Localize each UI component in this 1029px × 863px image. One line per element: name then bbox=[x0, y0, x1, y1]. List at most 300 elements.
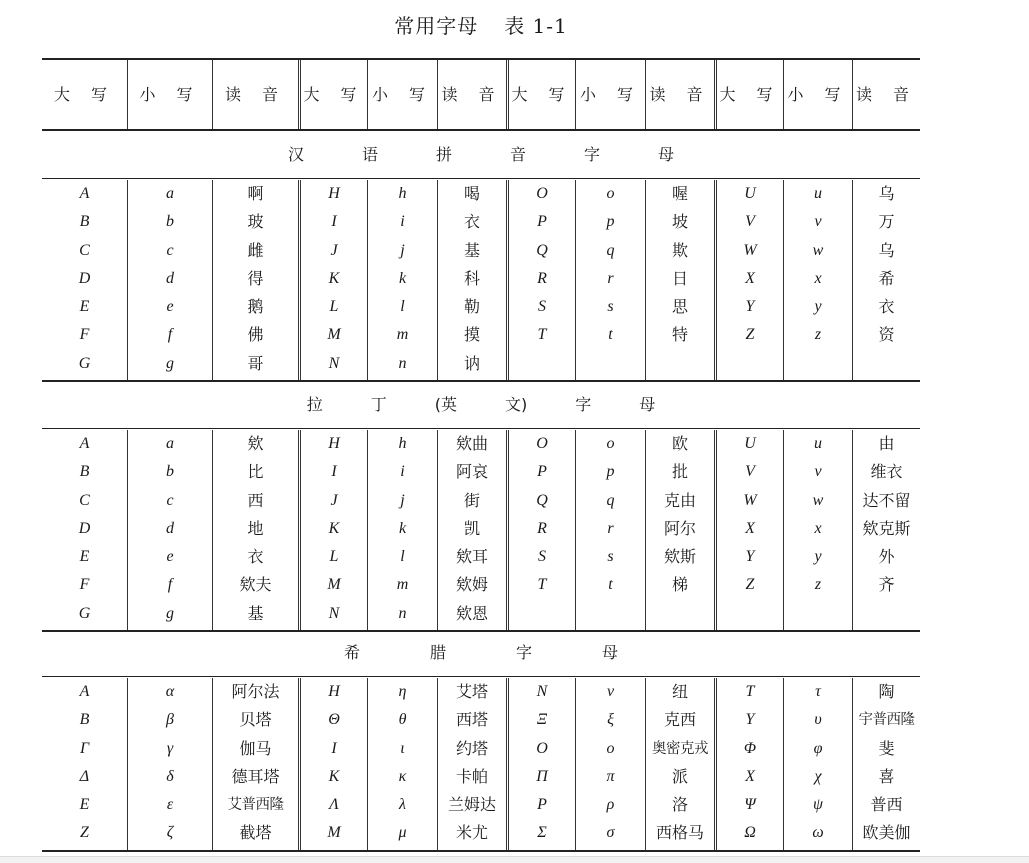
pronunciation-cell: 哥 bbox=[247, 353, 264, 373]
lowercase-letter-cell: b bbox=[166, 463, 174, 481]
pronunciation-cell: 欸克斯 bbox=[862, 518, 911, 538]
lowercase-letter-cell: e bbox=[166, 298, 174, 316]
uppercase-letter-cell: F bbox=[79, 326, 90, 344]
section-title-char: (英 bbox=[434, 395, 457, 414]
uppercase-letter-cell: T bbox=[537, 576, 547, 594]
reading-column bbox=[212, 180, 298, 380]
uppercase-letter-cell: C bbox=[79, 241, 90, 259]
lowercase-letter-cell: v bbox=[814, 463, 822, 481]
lowercase-letter-cell: φ bbox=[813, 739, 823, 757]
pronunciation-cell: 米尤 bbox=[455, 823, 488, 843]
lower-column bbox=[367, 678, 437, 850]
uppercase-letter-cell: K bbox=[328, 767, 340, 785]
uppercase-letter-cell: T bbox=[745, 683, 755, 700]
lowercase-letter-cell: q bbox=[606, 241, 615, 259]
uppercase-letter-cell: V bbox=[745, 213, 755, 231]
section-bottom-rule bbox=[42, 380, 920, 382]
section-body bbox=[42, 430, 920, 630]
header-bottom-rule bbox=[42, 129, 920, 131]
uppercase-letter-cell: Q bbox=[536, 241, 548, 259]
uppercase-letter-cell: K bbox=[328, 519, 340, 537]
pronunciation-cell: 衣 bbox=[247, 547, 264, 567]
pronunciation-cell: 坡 bbox=[671, 212, 688, 232]
lowercase-letter-cell: ρ bbox=[606, 796, 615, 814]
pronunciation-cell: 衣 bbox=[878, 297, 895, 317]
lowercase-letter-cell: r bbox=[607, 269, 614, 287]
pronunciation-cell: 约塔 bbox=[455, 738, 488, 758]
uppercase-letter-cell: Ω bbox=[744, 824, 756, 842]
uppercase-letter-cell: Y bbox=[745, 548, 755, 566]
lowercase-letter-cell: ε bbox=[166, 796, 174, 814]
upper-column bbox=[506, 678, 575, 850]
uppercase-letter-cell: Z bbox=[80, 824, 89, 842]
pronunciation-cell: 欸姆 bbox=[455, 575, 488, 595]
section-bottom-rule bbox=[42, 850, 920, 852]
column-header: 大 写 bbox=[714, 60, 783, 130]
section-body bbox=[42, 180, 920, 380]
column-header: 小 写 bbox=[783, 60, 852, 130]
lowercase-letter-cell: d bbox=[166, 269, 174, 287]
uppercase-letter-cell: H bbox=[328, 435, 340, 452]
column-header: 大 写 bbox=[298, 60, 367, 130]
lowercase-letter-cell: ι bbox=[400, 739, 405, 757]
column-header: 小 写 bbox=[127, 60, 212, 130]
pronunciation-cell: 得 bbox=[247, 268, 264, 288]
uppercase-letter-cell: M bbox=[327, 576, 341, 594]
lowercase-letter-cell: c bbox=[166, 241, 174, 259]
lowercase-letter-cell: m bbox=[396, 326, 409, 344]
section-title-char: 丁 bbox=[370, 395, 387, 414]
lowercase-letter-cell: q bbox=[606, 491, 615, 509]
uppercase-letter-cell: G bbox=[78, 354, 91, 372]
uppercase-letter-cell: E bbox=[79, 298, 90, 316]
lower-column bbox=[575, 180, 645, 380]
pronunciation-cell: 截塔 bbox=[239, 823, 272, 843]
section-bottom-rule bbox=[42, 630, 920, 632]
uppercase-letter-cell: R bbox=[537, 269, 547, 287]
uppercase-letter-cell: D bbox=[78, 519, 91, 537]
pronunciation-cell: 伽马 bbox=[239, 738, 272, 758]
lowercase-letter-cell: u bbox=[814, 435, 822, 452]
pronunciation-cell: 希 bbox=[878, 268, 895, 288]
lower-column bbox=[127, 678, 212, 850]
section-title-char: 希 bbox=[343, 643, 360, 662]
section-title bbox=[42, 392, 920, 415]
lowercase-letter-cell: δ bbox=[166, 767, 174, 785]
pronunciation-cell: 欸耳 bbox=[455, 547, 488, 567]
lower-column bbox=[367, 430, 437, 630]
uppercase-letter-cell: P bbox=[537, 796, 547, 814]
pronunciation-cell: 勒 bbox=[463, 297, 480, 317]
pronunciation-cell: 维衣 bbox=[870, 462, 903, 482]
uppercase-letter-cell: Z bbox=[745, 326, 755, 344]
uppercase-letter-cell: Ψ bbox=[744, 796, 756, 814]
pronunciation-cell: 西格马 bbox=[655, 823, 704, 843]
uppercase-letter-cell: X bbox=[745, 269, 755, 287]
lowercase-letter-cell: σ bbox=[606, 824, 615, 842]
section-title-char: 字 bbox=[584, 145, 601, 164]
lowercase-letter-cell: t bbox=[608, 576, 613, 594]
uppercase-letter-cell: S bbox=[538, 548, 546, 566]
pronunciation-cell: 喝 bbox=[463, 184, 480, 203]
uppercase-letter-cell: I bbox=[331, 463, 337, 481]
section-top-rule bbox=[42, 178, 920, 179]
uppercase-letter-cell: J bbox=[330, 241, 338, 259]
uppercase-letter-cell: E bbox=[79, 796, 90, 814]
uppercase-letter-cell: W bbox=[743, 241, 757, 259]
pronunciation-cell: 特 bbox=[671, 325, 688, 345]
pronunciation-cell: 啊 bbox=[247, 184, 264, 203]
lower-column bbox=[783, 678, 852, 850]
upper-column bbox=[714, 678, 783, 850]
pronunciation-cell: 凯 bbox=[463, 518, 480, 538]
header-row bbox=[42, 60, 920, 130]
pronunciation-cell: 欸曲 bbox=[455, 434, 488, 453]
lowercase-letter-cell: ψ bbox=[813, 796, 823, 814]
uppercase-letter-cell: P bbox=[537, 213, 547, 231]
reading-column bbox=[645, 678, 714, 850]
lowercase-letter-cell: ν bbox=[606, 683, 615, 700]
pronunciation-cell: 欸恩 bbox=[455, 603, 488, 623]
lower-column bbox=[127, 430, 212, 630]
uppercase-letter-cell: X bbox=[745, 767, 755, 785]
lowercase-letter-cell: η bbox=[398, 683, 407, 700]
uppercase-letter-cell: A bbox=[79, 185, 90, 202]
pronunciation-cell: 外 bbox=[878, 547, 895, 567]
pronunciation-cell: 摸 bbox=[463, 325, 480, 345]
pronunciation-cell: 西 bbox=[247, 490, 264, 510]
section-title-char: 字 bbox=[516, 643, 533, 662]
pronunciation-cell: 阿尔法 bbox=[231, 682, 280, 701]
column-header: 大 写 bbox=[53, 85, 116, 104]
uppercase-letter-cell: W bbox=[743, 491, 757, 509]
lowercase-letter-cell: z bbox=[814, 326, 822, 344]
uppercase-letter-cell: L bbox=[329, 548, 339, 566]
uppercase-letter-cell: Ξ bbox=[536, 711, 548, 729]
pronunciation-cell: 街 bbox=[463, 490, 480, 510]
uppercase-letter-cell: Φ bbox=[743, 739, 757, 757]
uppercase-letter-cell: D bbox=[78, 269, 91, 287]
pronunciation-cell: 玻 bbox=[247, 212, 264, 232]
section-top-rule bbox=[42, 428, 920, 429]
upper-column bbox=[714, 180, 783, 380]
lowercase-letter-cell: o bbox=[606, 185, 615, 202]
section-title-char: 文) bbox=[505, 395, 528, 414]
uppercase-letter-cell: Π bbox=[536, 767, 548, 785]
uppercase-letter-cell: O bbox=[536, 739, 548, 757]
reading-column bbox=[645, 430, 714, 630]
lowercase-letter-cell: w bbox=[812, 241, 824, 259]
lowercase-letter-cell: s bbox=[607, 298, 614, 316]
pronunciation-cell: 克由 bbox=[663, 490, 696, 510]
uppercase-letter-cell: N bbox=[536, 683, 548, 700]
reading-column bbox=[645, 180, 714, 380]
pronunciation-cell: 鹅 bbox=[247, 297, 264, 317]
uppercase-letter-cell: Γ bbox=[79, 739, 90, 757]
pronunciation-cell: 思 bbox=[671, 297, 688, 317]
uppercase-letter-cell: L bbox=[329, 298, 339, 316]
lowercase-letter-cell: u bbox=[814, 185, 822, 202]
pronunciation-cell: 科 bbox=[463, 268, 480, 288]
lowercase-letter-cell: n bbox=[398, 604, 407, 622]
pronunciation-cell: 克西 bbox=[663, 710, 696, 730]
lowercase-letter-cell: λ bbox=[399, 796, 406, 814]
pronunciation-cell: 喜 bbox=[878, 766, 895, 786]
uppercase-letter-cell: K bbox=[328, 269, 340, 287]
upper-column bbox=[298, 678, 367, 850]
uppercase-letter-cell: I bbox=[331, 739, 337, 757]
lowercase-letter-cell: y bbox=[814, 548, 822, 566]
section-title-char: 拼 bbox=[435, 145, 452, 164]
uppercase-letter-cell: P bbox=[537, 463, 547, 481]
lowercase-letter-cell: g bbox=[166, 604, 174, 622]
pronunciation-cell: 齐 bbox=[878, 575, 895, 595]
table-number: 表 1-1 bbox=[504, 14, 568, 38]
lowercase-letter-cell: ζ bbox=[166, 824, 174, 842]
uppercase-letter-cell: Θ bbox=[328, 711, 340, 729]
lowercase-letter-cell: κ bbox=[398, 767, 407, 785]
uppercase-letter-cell: U bbox=[744, 435, 756, 452]
uppercase-letter-cell: Υ bbox=[745, 711, 755, 729]
page-title bbox=[0, 10, 962, 39]
column-header: 读 音 bbox=[212, 60, 298, 130]
lowercase-letter-cell: b bbox=[166, 213, 174, 231]
uppercase-letter-cell: R bbox=[537, 519, 547, 537]
lowercase-letter-cell: s bbox=[607, 548, 614, 566]
lower-column bbox=[575, 430, 645, 630]
uppercase-letter-cell: S bbox=[538, 298, 546, 316]
pronunciation-cell: 洛 bbox=[671, 795, 688, 815]
uppercase-letter-cell: Δ bbox=[79, 767, 90, 785]
pronunciation-cell: 讷 bbox=[463, 353, 480, 373]
lowercase-letter-cell: ω bbox=[812, 824, 824, 842]
column-header: 读 音 bbox=[852, 60, 920, 130]
pronunciation-cell: 资 bbox=[878, 325, 895, 345]
pronunciation-cell: 斐 bbox=[878, 738, 895, 758]
upper-column bbox=[298, 180, 367, 380]
pronunciation-cell: 兰姆达 bbox=[447, 795, 496, 815]
pronunciation-cell: 欸夫 bbox=[239, 575, 272, 595]
lowercase-letter-cell: z bbox=[814, 576, 822, 594]
pronunciation-cell: 喔 bbox=[671, 184, 688, 203]
uppercase-letter-cell: Z bbox=[745, 576, 755, 594]
pronunciation-cell: 乌 bbox=[878, 240, 895, 260]
lowercase-letter-cell: j bbox=[400, 491, 405, 509]
lowercase-letter-cell: β bbox=[166, 711, 174, 729]
lowercase-letter-cell: a bbox=[166, 435, 174, 452]
uppercase-letter-cell: O bbox=[536, 185, 548, 202]
lowercase-letter-cell: k bbox=[398, 519, 407, 537]
title-main: 常用字母 bbox=[394, 14, 479, 38]
reading-column bbox=[852, 678, 920, 850]
lowercase-letter-cell: o bbox=[606, 435, 615, 452]
lowercase-letter-cell: i bbox=[400, 463, 405, 481]
pronunciation-cell: 陶 bbox=[878, 682, 895, 701]
uppercase-letter-cell: F bbox=[79, 576, 90, 594]
pronunciation-cell: 卡帕 bbox=[455, 766, 488, 786]
lowercase-letter-cell: t bbox=[608, 326, 613, 344]
lowercase-letter-cell: γ bbox=[166, 739, 174, 757]
lowercase-letter-cell: y bbox=[814, 298, 822, 316]
pronunciation-cell: 奥密克戎 bbox=[652, 740, 708, 757]
pronunciation-cell: 乌 bbox=[878, 184, 895, 203]
pronunciation-cell: 欺 bbox=[671, 240, 688, 260]
upper-column bbox=[42, 180, 127, 380]
uppercase-letter-cell: B bbox=[79, 463, 90, 481]
pronunciation-cell: 地 bbox=[247, 518, 264, 538]
lowercase-letter-cell: p bbox=[606, 463, 615, 481]
lowercase-letter-cell: a bbox=[166, 185, 174, 202]
uppercase-letter-cell: H bbox=[328, 683, 340, 700]
section-top-rule bbox=[42, 676, 920, 677]
pronunciation-cell: 雌 bbox=[247, 240, 264, 260]
pronunciation-cell: 宇普西隆 bbox=[858, 712, 915, 729]
lowercase-letter-cell: f bbox=[167, 326, 173, 344]
lowercase-letter-cell: x bbox=[814, 269, 822, 287]
uppercase-letter-cell: M bbox=[327, 824, 341, 842]
lower-column bbox=[783, 430, 852, 630]
pronunciation-cell: 欸 bbox=[247, 434, 264, 453]
lowercase-letter-cell: l bbox=[400, 548, 405, 566]
pronunciation-cell: 批 bbox=[671, 462, 688, 482]
column-header: 读 音 bbox=[645, 60, 714, 130]
lower-column bbox=[783, 180, 852, 380]
lowercase-letter-cell: υ bbox=[814, 711, 822, 729]
pronunciation-cell: 日 bbox=[671, 268, 688, 288]
lowercase-letter-cell: n bbox=[398, 354, 407, 372]
section-title-char: 拉 bbox=[306, 395, 323, 414]
uppercase-letter-cell: U bbox=[744, 185, 756, 202]
lower-column bbox=[127, 180, 212, 380]
lowercase-letter-cell: l bbox=[400, 298, 405, 316]
pronunciation-cell: 基 bbox=[463, 240, 480, 260]
section-title-char: 母 bbox=[639, 395, 656, 414]
uppercase-letter-cell: G bbox=[78, 604, 91, 622]
lowercase-letter-cell: h bbox=[398, 435, 407, 452]
lowercase-letter-cell: r bbox=[607, 519, 614, 537]
uppercase-letter-cell: Λ bbox=[329, 796, 339, 814]
reading-column bbox=[212, 430, 298, 630]
pronunciation-cell: 贝塔 bbox=[239, 710, 272, 730]
section-title-char: 腊 bbox=[429, 643, 446, 662]
uppercase-letter-cell: B bbox=[79, 213, 90, 231]
uppercase-letter-cell: H bbox=[328, 185, 340, 202]
section-title-char: 母 bbox=[602, 643, 619, 662]
lowercase-letter-cell: m bbox=[396, 576, 409, 594]
reading-column bbox=[437, 430, 506, 630]
upper-column bbox=[506, 430, 575, 630]
pronunciation-cell: 派 bbox=[671, 766, 688, 786]
pronunciation-cell: 衣 bbox=[463, 212, 480, 232]
lowercase-letter-cell: i bbox=[400, 213, 405, 231]
pronunciation-cell: 达不留 bbox=[862, 490, 911, 510]
lowercase-letter-cell: k bbox=[398, 269, 407, 287]
uppercase-letter-cell: C bbox=[79, 491, 90, 509]
pronunciation-cell: 欧美伽 bbox=[862, 823, 911, 843]
uppercase-letter-cell: Q bbox=[536, 491, 548, 509]
uppercase-letter-cell: Σ bbox=[537, 824, 547, 842]
pronunciation-cell: 欧 bbox=[671, 434, 688, 453]
column-header: 大 写 bbox=[506, 60, 575, 130]
upper-column bbox=[506, 180, 575, 380]
lowercase-letter-cell: v bbox=[814, 213, 822, 231]
lowercase-letter-cell: ξ bbox=[607, 711, 614, 729]
uppercase-letter-cell: A bbox=[79, 435, 90, 452]
pronunciation-cell: 由 bbox=[878, 434, 895, 453]
uppercase-letter-cell: N bbox=[328, 604, 340, 622]
lowercase-letter-cell: π bbox=[606, 767, 615, 785]
section-title-char: 母 bbox=[658, 145, 675, 164]
lowercase-letter-cell: j bbox=[400, 241, 405, 259]
upper-column bbox=[298, 430, 367, 630]
uppercase-letter-cell: E bbox=[79, 548, 90, 566]
uppercase-letter-cell: N bbox=[328, 354, 340, 372]
pronunciation-cell: 艾普西隆 bbox=[227, 797, 284, 814]
pronunciation-cell: 德耳塔 bbox=[231, 766, 280, 786]
pronunciation-cell: 佛 bbox=[247, 325, 264, 345]
column-header: 小 写 bbox=[575, 60, 645, 130]
lowercase-letter-cell: α bbox=[165, 683, 175, 700]
pronunciation-cell: 基 bbox=[247, 603, 264, 623]
pronunciation-cell: 阿尔 bbox=[663, 518, 696, 538]
uppercase-letter-cell: T bbox=[537, 326, 547, 344]
reading-column bbox=[852, 430, 920, 630]
column-header: 读 音 bbox=[437, 60, 506, 130]
uppercase-letter-cell: X bbox=[745, 519, 755, 537]
lowercase-letter-cell: ο bbox=[606, 739, 615, 757]
reading-column bbox=[437, 678, 506, 850]
section-title-char: 语 bbox=[361, 145, 378, 164]
uppercase-letter-cell: V bbox=[745, 463, 755, 481]
section-title bbox=[42, 640, 920, 663]
upper-column bbox=[42, 430, 127, 630]
lowercase-letter-cell: χ bbox=[814, 767, 822, 785]
reading-column bbox=[852, 180, 920, 380]
pronunciation-cell: 西塔 bbox=[455, 710, 488, 730]
pronunciation-cell: 万 bbox=[878, 212, 895, 232]
lowercase-letter-cell: p bbox=[606, 213, 615, 231]
section-title-char: 音 bbox=[510, 145, 527, 164]
pronunciation-cell: 梯 bbox=[671, 575, 688, 595]
pronunciation-cell: 纽 bbox=[671, 682, 688, 701]
pronunciation-cell: 艾塔 bbox=[455, 682, 488, 701]
reading-column bbox=[437, 180, 506, 380]
lowercase-letter-cell: f bbox=[167, 576, 173, 594]
lowercase-letter-cell: c bbox=[166, 491, 174, 509]
pronunciation-cell: 欸斯 bbox=[663, 547, 696, 567]
reading-column bbox=[212, 678, 298, 850]
lowercase-letter-cell: g bbox=[166, 354, 174, 372]
lowercase-letter-cell: w bbox=[812, 491, 824, 509]
pronunciation-cell: 普西 bbox=[870, 795, 903, 815]
pronunciation-cell: 阿哀 bbox=[455, 462, 488, 482]
uppercase-letter-cell: J bbox=[330, 491, 338, 509]
lowercase-letter-cell: τ bbox=[815, 683, 821, 700]
column-header: 小 写 bbox=[367, 60, 437, 130]
upper-column bbox=[714, 430, 783, 630]
lowercase-letter-cell: θ bbox=[398, 711, 407, 729]
pronunciation-cell: 比 bbox=[247, 462, 264, 482]
uppercase-letter-cell: I bbox=[331, 213, 337, 231]
uppercase-letter-cell: B bbox=[79, 711, 90, 729]
uppercase-letter-cell: A bbox=[79, 683, 90, 700]
section-title-char: 汉 bbox=[287, 145, 304, 164]
lower-column bbox=[367, 180, 437, 380]
upper-column bbox=[42, 678, 127, 850]
uppercase-letter-cell: Y bbox=[745, 298, 755, 316]
lowercase-letter-cell: d bbox=[166, 519, 174, 537]
lowercase-letter-cell: h bbox=[398, 185, 407, 202]
